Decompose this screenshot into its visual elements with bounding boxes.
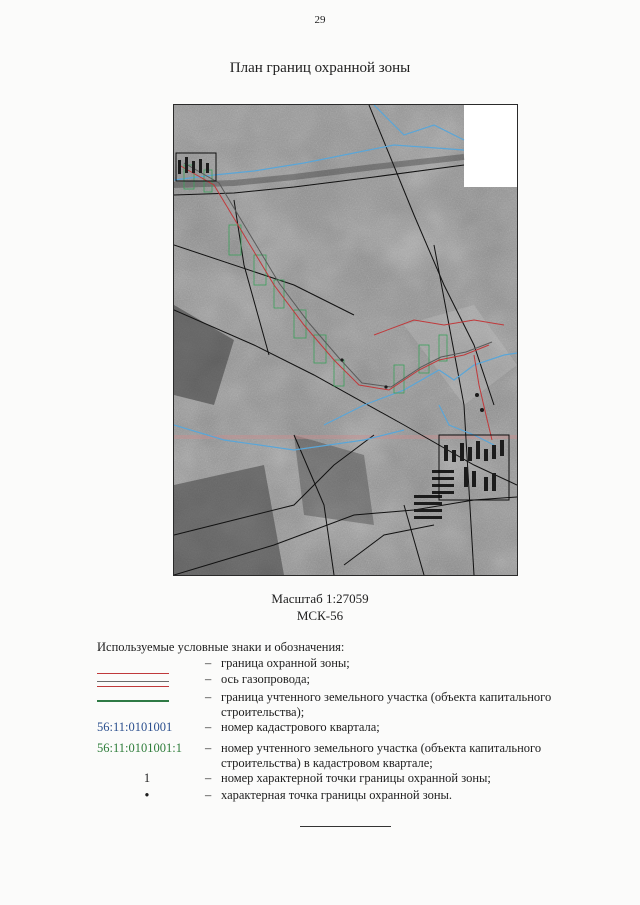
legend-description: ось газопровода; bbox=[221, 672, 311, 686]
legend-dash: – bbox=[205, 741, 212, 755]
page-number: 29 bbox=[314, 14, 326, 26]
legend-dash: – bbox=[205, 656, 212, 670]
legend-dash: – bbox=[205, 771, 212, 785]
legend-description: граница учтенного земельного участка (объекта капитального строительства); bbox=[221, 690, 552, 719]
legend-symbol-parcel-number: 56:11:0101001:1 bbox=[97, 741, 182, 755]
legend-symbol-quarter-number: 56:11:0101001 bbox=[97, 720, 173, 734]
legend-symbol-point-number: 1 bbox=[143, 771, 151, 785]
legend-dash: – bbox=[205, 788, 212, 802]
end-divider bbox=[300, 826, 391, 827]
legend-dash: – bbox=[205, 672, 212, 686]
legend-symbol-point: • bbox=[144, 788, 150, 802]
legend-dash: – bbox=[205, 690, 212, 704]
page-title: План границ охранной зоны bbox=[229, 60, 411, 76]
scale-info bbox=[0, 590, 640, 624]
coordinate-system: МСК-56 bbox=[296, 608, 344, 623]
legend-description: номер характерной точки границы охранной зоны; bbox=[221, 771, 491, 785]
legend-heading: Используемые условные знаки и обозначения: bbox=[97, 640, 345, 654]
legend-description: номер кадастрового квартала; bbox=[221, 720, 380, 734]
scale-ratio: Масштаб 1:27059 bbox=[271, 591, 369, 606]
legend-description: граница охранной зоны; bbox=[221, 656, 350, 670]
legend-dash: – bbox=[205, 720, 212, 734]
legend-description: номер учтенного земельного участка (объекта капитального строительства) в кадастровом квартале; bbox=[221, 741, 542, 770]
legend-description: характерная точка границы охранной зоны. bbox=[221, 788, 453, 802]
aerial-map bbox=[173, 104, 518, 576]
